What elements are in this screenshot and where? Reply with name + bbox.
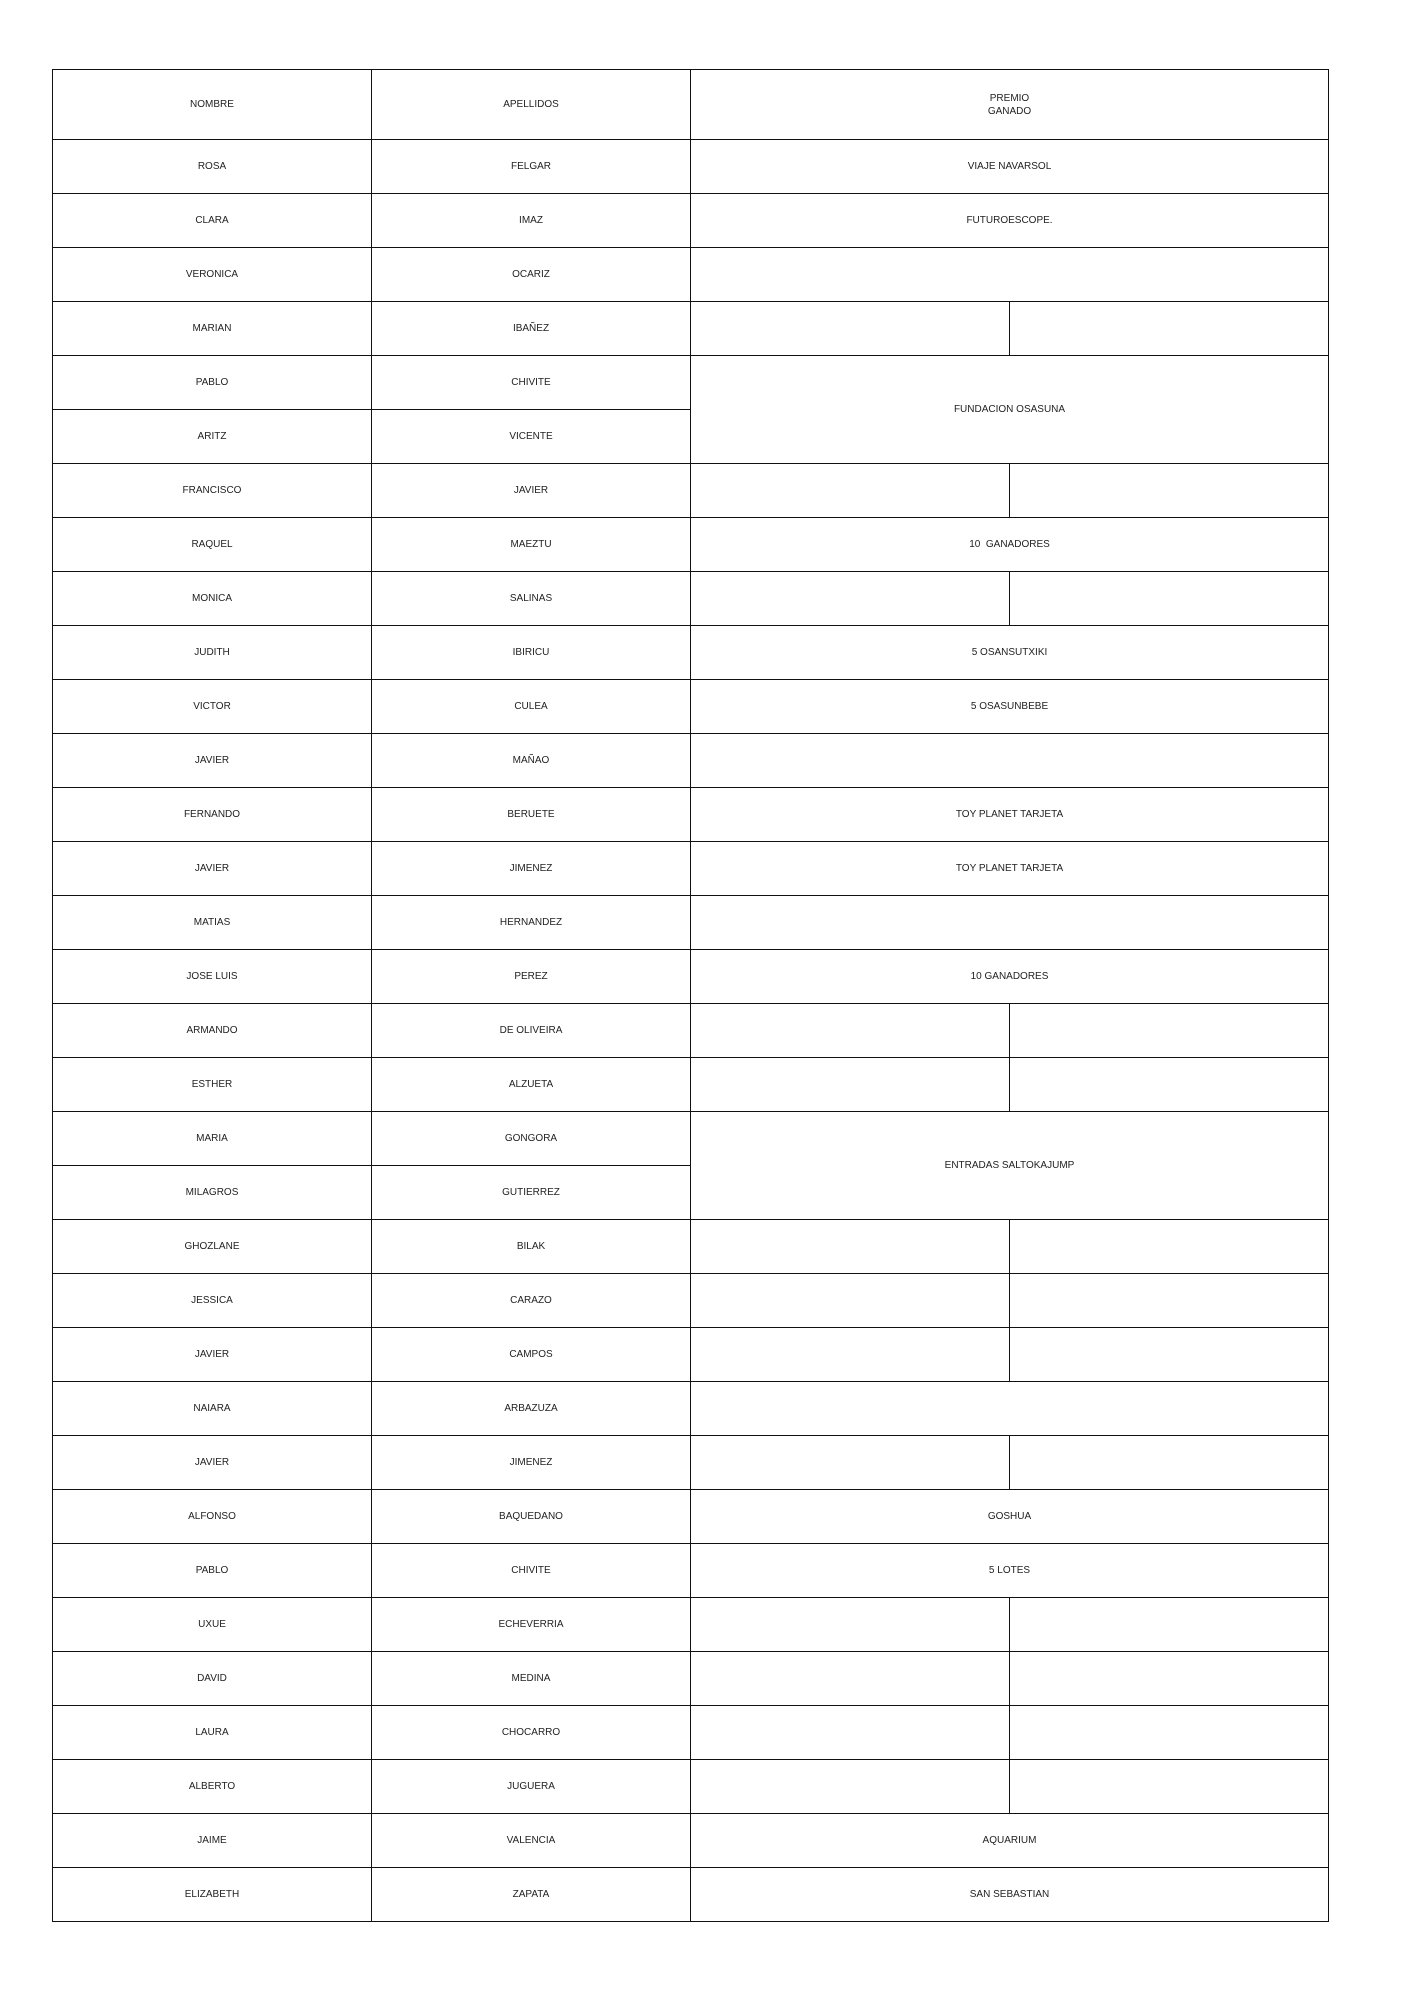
table-row xyxy=(53,1382,1329,1436)
cell-nombre: ARITZ xyxy=(53,410,372,464)
cell-premio xyxy=(691,1274,1010,1328)
cell-nombre: JESSICA xyxy=(53,1274,372,1328)
cell-premio xyxy=(691,464,1010,518)
cell-premio: GOSHUA xyxy=(691,1490,1329,1544)
table-row xyxy=(53,1058,1329,1112)
table-row xyxy=(53,194,1329,248)
cell-nombre: MONICA xyxy=(53,572,372,626)
cell-apellidos: CULEA xyxy=(372,680,691,734)
cell-nombre: JUDITH xyxy=(53,626,372,680)
table-row xyxy=(53,1706,1329,1760)
table-row xyxy=(53,1652,1329,1706)
cell-nombre: JAIME xyxy=(53,1814,372,1868)
cell-apellidos: PEREZ xyxy=(372,950,691,1004)
cell-apellidos: VALENCIA xyxy=(372,1814,691,1868)
table-row xyxy=(53,1760,1329,1814)
cell-premio xyxy=(691,1328,1010,1382)
cell-premio: 5 OSANSUTXIKI xyxy=(691,626,1329,680)
cell-apellidos: CHOCARRO xyxy=(372,1706,691,1760)
cell-nombre: ESTHER xyxy=(53,1058,372,1112)
prize-winners-table xyxy=(52,69,1329,1922)
cell-nombre: ARMANDO xyxy=(53,1004,372,1058)
cell-premio: FUTUROESCOPE. xyxy=(691,194,1329,248)
table-row xyxy=(53,518,1329,572)
cell-apellidos: SALINAS xyxy=(372,572,691,626)
table-row xyxy=(53,680,1329,734)
cell-nombre: VERONICA xyxy=(53,248,372,302)
cell-nombre: NAIARA xyxy=(53,1382,372,1436)
cell-premio: 10 GANADORES xyxy=(691,518,1329,572)
table-row xyxy=(53,1868,1329,1922)
table-row xyxy=(53,464,1329,518)
cell-apellidos: BAQUEDANO xyxy=(372,1490,691,1544)
cell-apellidos: ARBAZUZA xyxy=(372,1382,691,1436)
cell-empty xyxy=(1010,1652,1329,1706)
cell-apellidos: FELGAR xyxy=(372,140,691,194)
cell-apellidos: MAÑAO xyxy=(372,734,691,788)
cell-apellidos: BERUETE xyxy=(372,788,691,842)
cell-apellidos: IBAÑEZ xyxy=(372,302,691,356)
table-row xyxy=(53,302,1329,356)
cell-premio: 5 LOTES xyxy=(691,1544,1329,1598)
cell-premio: TOY PLANET TARJETA xyxy=(691,788,1329,842)
cell-empty xyxy=(1010,1706,1329,1760)
cell-premio xyxy=(691,1004,1010,1058)
cell-apellidos: JAVIER xyxy=(372,464,691,518)
table-row xyxy=(53,1112,1329,1166)
cell-premio xyxy=(691,302,1010,356)
cell-empty xyxy=(1010,1328,1329,1382)
table-row xyxy=(53,140,1329,194)
cell-apellidos: CAMPOS xyxy=(372,1328,691,1382)
header-apellidos: APELLIDOS xyxy=(372,70,691,140)
cell-premio: 10 GANADORES xyxy=(691,950,1329,1004)
cell-premio xyxy=(691,1220,1010,1274)
table-row xyxy=(53,1220,1329,1274)
cell-premio xyxy=(691,248,1329,302)
cell-premio: TOY PLANET TARJETA xyxy=(691,842,1329,896)
table-row xyxy=(53,1544,1329,1598)
header-premio-label: PREMIO GANADO xyxy=(987,92,1032,117)
cell-premio xyxy=(691,1760,1010,1814)
header-row xyxy=(53,70,1329,140)
cell-nombre: FRANCISCO xyxy=(53,464,372,518)
cell-nombre: UXUE xyxy=(53,1598,372,1652)
cell-nombre: VICTOR xyxy=(53,680,372,734)
cell-empty xyxy=(1010,464,1329,518)
cell-apellidos: MEDINA xyxy=(372,1652,691,1706)
table-row xyxy=(53,896,1329,950)
cell-nombre: GHOZLANE xyxy=(53,1220,372,1274)
cell-apellidos: DE OLIVEIRA xyxy=(372,1004,691,1058)
cell-apellidos: MAEZTU xyxy=(372,518,691,572)
cell-empty xyxy=(1010,302,1329,356)
cell-apellidos: CHIVITE xyxy=(372,1544,691,1598)
table-row xyxy=(53,842,1329,896)
cell-nombre: MARIA xyxy=(53,1112,372,1166)
cell-nombre: RAQUEL xyxy=(53,518,372,572)
table-row xyxy=(53,1598,1329,1652)
cell-apellidos: BILAK xyxy=(372,1220,691,1274)
header-premio xyxy=(691,70,1329,140)
cell-nombre: MILAGROS xyxy=(53,1166,372,1220)
cell-nombre: LAURA xyxy=(53,1706,372,1760)
cell-nombre: JAVIER xyxy=(53,1436,372,1490)
cell-premio: 5 OSASUNBEBE xyxy=(691,680,1329,734)
cell-nombre: ALBERTO xyxy=(53,1760,372,1814)
table-row xyxy=(53,626,1329,680)
cell-nombre: JAVIER xyxy=(53,734,372,788)
cell-apellidos: GONGORA xyxy=(372,1112,691,1166)
cell-empty xyxy=(1010,572,1329,626)
cell-nombre: JAVIER xyxy=(53,842,372,896)
cell-apellidos: HERNANDEZ xyxy=(372,896,691,950)
cell-premio xyxy=(691,1382,1329,1436)
cell-apellidos: IBIRICU xyxy=(372,626,691,680)
cell-empty xyxy=(1010,1220,1329,1274)
cell-nombre: ALFONSO xyxy=(53,1490,372,1544)
cell-empty xyxy=(1010,1760,1329,1814)
cell-empty xyxy=(1010,1274,1329,1328)
cell-premio: VIAJE NAVARSOL xyxy=(691,140,1329,194)
cell-apellidos: JIMENEZ xyxy=(372,842,691,896)
table-row xyxy=(53,1436,1329,1490)
cell-apellidos: OCARIZ xyxy=(372,248,691,302)
cell-apellidos: ECHEVERRIA xyxy=(372,1598,691,1652)
table-row xyxy=(53,950,1329,1004)
cell-nombre: DAVID xyxy=(53,1652,372,1706)
cell-premio: AQUARIUM xyxy=(691,1814,1329,1868)
cell-empty xyxy=(1010,1004,1329,1058)
table-row xyxy=(53,356,1329,410)
table-row xyxy=(53,1328,1329,1382)
table-row xyxy=(53,248,1329,302)
cell-premio: FUNDACION OSASUNA xyxy=(691,356,1329,464)
cell-premio xyxy=(691,1598,1010,1652)
header-nombre: NOMBRE xyxy=(53,70,372,140)
table-row xyxy=(53,1814,1329,1868)
cell-apellidos: CHIVITE xyxy=(372,356,691,410)
cell-apellidos: ZAPATA xyxy=(372,1868,691,1922)
table-row xyxy=(53,1274,1329,1328)
cell-premio xyxy=(691,1652,1010,1706)
table-row xyxy=(53,788,1329,842)
cell-empty xyxy=(1010,1436,1329,1490)
cell-nombre: MARIAN xyxy=(53,302,372,356)
cell-apellidos: CARAZO xyxy=(372,1274,691,1328)
cell-premio xyxy=(691,572,1010,626)
cell-premio xyxy=(691,1058,1010,1112)
cell-nombre: ELIZABETH xyxy=(53,1868,372,1922)
cell-nombre: MATIAS xyxy=(53,896,372,950)
cell-apellidos: IMAZ xyxy=(372,194,691,248)
table-row xyxy=(53,1004,1329,1058)
cell-nombre: PABLO xyxy=(53,1544,372,1598)
cell-nombre: CLARA xyxy=(53,194,372,248)
cell-premio: SAN SEBASTIAN xyxy=(691,1868,1329,1922)
table-row xyxy=(53,734,1329,788)
cell-nombre: PABLO xyxy=(53,356,372,410)
cell-apellidos: VICENTE xyxy=(372,410,691,464)
cell-nombre: JOSE LUIS xyxy=(53,950,372,1004)
cell-apellidos: ALZUETA xyxy=(372,1058,691,1112)
cell-premio: ENTRADAS SALTOKAJUMP xyxy=(691,1112,1329,1220)
table-row xyxy=(53,572,1329,626)
cell-empty xyxy=(1010,1598,1329,1652)
cell-apellidos: JIMENEZ xyxy=(372,1436,691,1490)
cell-empty xyxy=(1010,1058,1329,1112)
table-row xyxy=(53,1490,1329,1544)
cell-apellidos: JUGUERA xyxy=(372,1760,691,1814)
cell-premio xyxy=(691,734,1329,788)
cell-premio xyxy=(691,1706,1010,1760)
cell-premio xyxy=(691,896,1329,950)
cell-nombre: JAVIER xyxy=(53,1328,372,1382)
cell-premio xyxy=(691,1436,1010,1490)
cell-apellidos: GUTIERREZ xyxy=(372,1166,691,1220)
cell-nombre: FERNANDO xyxy=(53,788,372,842)
cell-nombre: ROSA xyxy=(53,140,372,194)
